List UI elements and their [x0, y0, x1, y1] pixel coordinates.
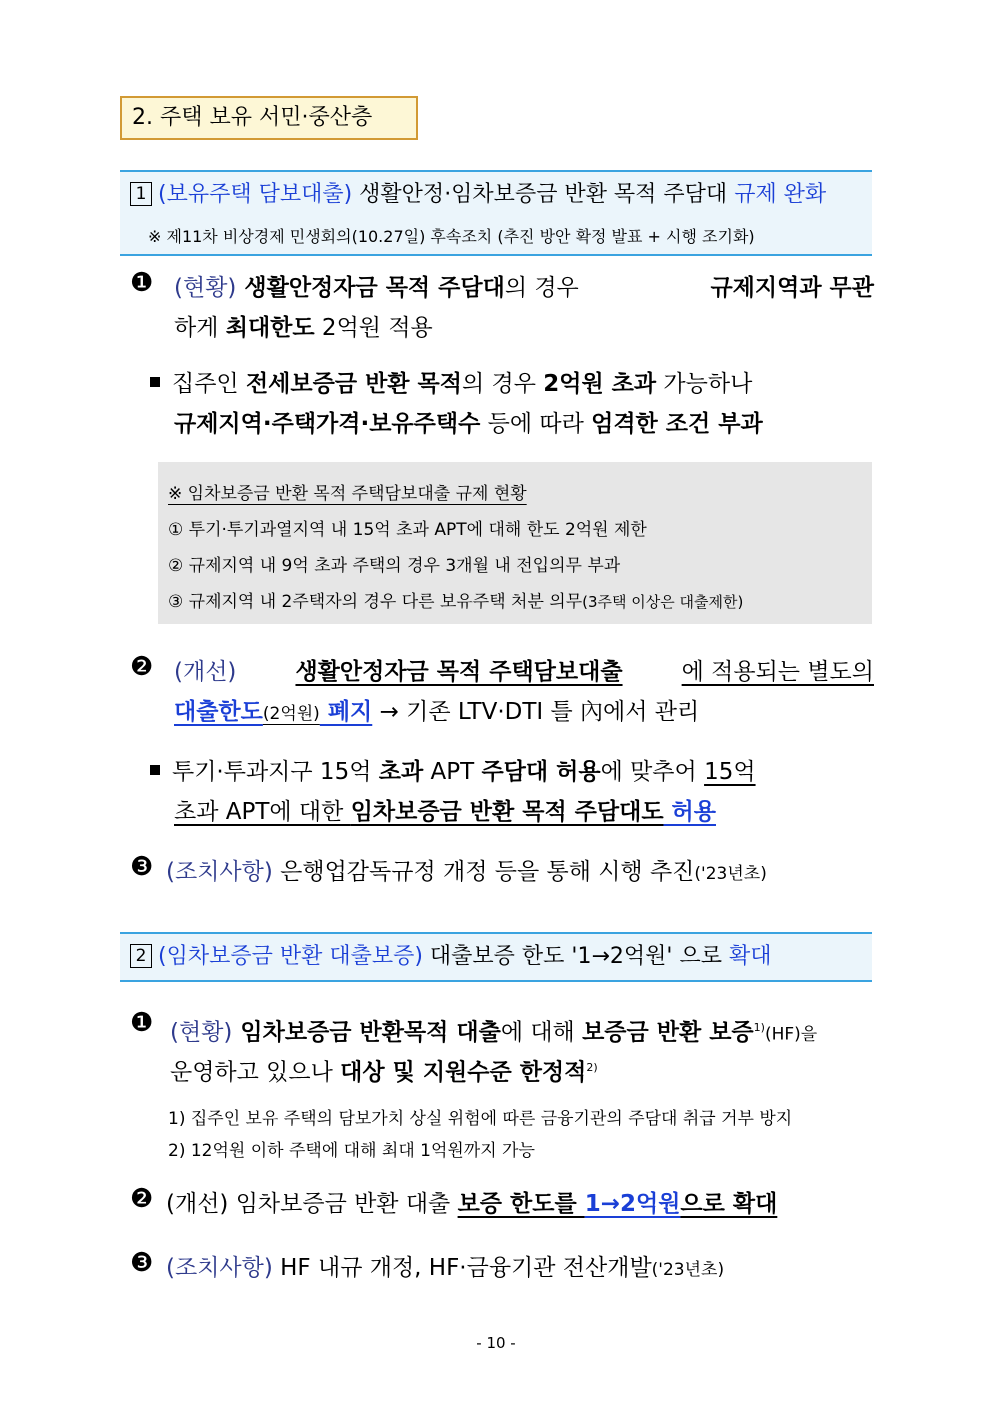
bold-text: 생활안정자금 목적 주택담보대출: [295, 659, 623, 685]
bold-text: 대출한도: [174, 699, 263, 725]
bold-text: 임차보증금 반환목적 대출: [232, 1019, 501, 1046]
square-bullet-icon: [150, 377, 160, 387]
policy-subject: 대출보증 한도 '1→2억원' 으로: [422, 944, 729, 969]
bold-text: 보증금 반환 보증: [582, 1019, 754, 1046]
circled-three-marker: ❸: [130, 852, 154, 882]
sub-line-1: [150, 364, 874, 404]
measures-line: [166, 852, 767, 894]
text: 투기·투과지구 15억: [172, 759, 379, 785]
text: 초과 APT에 대한: [174, 799, 351, 825]
measures-tag: (조치사항): [166, 1255, 273, 1281]
text: 가능하나: [656, 371, 753, 397]
page-number: - 10 -: [476, 1334, 516, 1352]
bold-text: 전세보증금 반환 목적: [245, 371, 462, 397]
status-tag: (현황): [174, 275, 237, 301]
improvement-line-2: [174, 692, 699, 734]
sub-line-2: [174, 404, 763, 444]
policy-subject: 생활안정·임차보증금 반환 목적 주담대: [352, 182, 735, 207]
policy-header-box-2: [120, 932, 872, 982]
regulation-item-1: ① 투기·투기과열지역 내 15억 초과 APT에 대해 한도 2억원 제한: [168, 520, 647, 540]
bold-text: 1→2억원: [584, 1191, 681, 1217]
circled-one-marker: ❶: [130, 268, 154, 298]
footnote-2: 2) 12억원 이하 주택에 대해 최대 1억원까지 가능: [168, 1141, 535, 1161]
bold-text: 초과: [378, 759, 424, 785]
item-number: 2: [130, 944, 152, 968]
square-bullet-icon: [150, 765, 160, 775]
status-tag: (현황): [170, 1019, 233, 1046]
text: ③ 규제지역 내 2주택자의 경우 다른 보유주택 처분 의무: [168, 592, 583, 612]
small-text: (3주택 이상은 대출제한): [582, 593, 744, 611]
policy-action: 확대: [728, 944, 772, 969]
regulation-status-box: [158, 462, 872, 624]
text: 집주인: [172, 371, 246, 397]
circled-three-marker: ❸: [130, 1248, 154, 1278]
regulation-title: [168, 476, 872, 512]
bold-text: 주담대 허용: [481, 759, 601, 785]
section-title: [120, 96, 418, 140]
policy-note: ※ 제11차 비상경제 민생회의(10.27일) 후속조치 (추진 방안 확정 발표 + 시행 조기화): [148, 227, 755, 246]
policy-header-line: [130, 180, 826, 210]
text: 하게: [174, 315, 226, 341]
circled-two-marker: ❷: [130, 1184, 154, 1214]
policy-header-line: [130, 942, 771, 972]
small-text: ('23년초): [651, 1260, 725, 1280]
regulation-item-3: [168, 584, 872, 620]
text: 은행업감독규정 개정 등을 통해 시행 추진: [272, 859, 695, 885]
policy-tag: (임차보증금 반환 대출보증): [158, 944, 423, 969]
bold-text: 엄격한 조건 부과: [591, 411, 763, 437]
text: 적용: [388, 315, 433, 341]
status-line-2: [174, 308, 433, 348]
small-text: ('23년초): [694, 864, 767, 884]
bold-text: 으로 확대: [680, 1191, 778, 1217]
bold-text: 임차보증금 반환 목적 주담대도: [350, 799, 664, 825]
bold-text: 생활안정자금 목적 주담대: [236, 275, 505, 301]
text: 2억원: [314, 315, 389, 341]
status-line-1: [174, 268, 874, 308]
text: → 기존 LTV·DTI 틀 內에서 관리: [372, 699, 700, 725]
bold-text: 보증 한도를: [457, 1191, 585, 1217]
improvement-line: [166, 1184, 777, 1224]
measures-line: [166, 1248, 724, 1290]
footnote-ref: 2): [586, 1061, 598, 1074]
bold-text: 규제지역·주택가격·보유주택수: [174, 411, 481, 437]
policy-action: 규제 완화: [734, 182, 827, 207]
footnote-ref: 1): [753, 1021, 765, 1034]
text: 등에 따라: [480, 411, 592, 437]
policy-tag: (보유주택 담보대출): [158, 182, 353, 207]
sub-line-2: [174, 792, 716, 832]
text: 에 맞추어: [600, 759, 705, 785]
circled-two-marker: ❷: [130, 652, 154, 682]
bold-text: 최대한도: [225, 315, 315, 341]
section-title-text: 2. 주택 보유 서민·중산층: [132, 105, 373, 130]
improvement-tag: (개선): [174, 659, 237, 685]
text: 15억: [704, 759, 756, 785]
bold-text: 대상 및 지원수준 한정적: [340, 1059, 587, 1086]
measures-tag: (조치사항): [166, 859, 273, 885]
small-text: (HF)을: [764, 1024, 818, 1045]
text: HF 내규 개정, HF·금융기관 전산개발: [272, 1255, 652, 1281]
text: APT: [423, 759, 482, 785]
policy-header-box-1: [120, 170, 872, 256]
circled-one-marker: ❶: [130, 1008, 154, 1038]
text: (개선) 임차보증금 반환 대출: [166, 1191, 458, 1217]
improvement-line-1: [174, 652, 874, 692]
text: 에 대해: [500, 1019, 583, 1046]
item-number: 1: [130, 182, 152, 206]
small-text: (2억원): [262, 704, 320, 724]
text: 의 경우: [504, 275, 579, 301]
regulation-title-text: ※ 임차보증금 반환 목적 주택담보대출 규제 현황: [168, 484, 527, 504]
text: 운영하고 있으나: [170, 1059, 341, 1086]
text: 의 경우: [461, 371, 544, 397]
bold-text: 2억원 초과: [543, 371, 657, 397]
footnote-1: 1) 집주인 보유 주택의 담보가치 상실 위험에 따른 금융기관의 주담대 취급 거부 방지: [168, 1109, 793, 1129]
sub-line-1: [150, 752, 874, 792]
bold-text: 허용: [663, 799, 716, 825]
bold-text: 규제지역과 무관: [710, 275, 874, 301]
bold-text: 폐지: [319, 699, 373, 725]
status-line-2: [170, 1048, 598, 1093]
text: 에 적용되는 별도의: [681, 659, 874, 685]
regulation-item-2: ② 규제지역 내 9억 초과 주택의 경우 3개월 내 전입의무 부과: [168, 556, 621, 576]
